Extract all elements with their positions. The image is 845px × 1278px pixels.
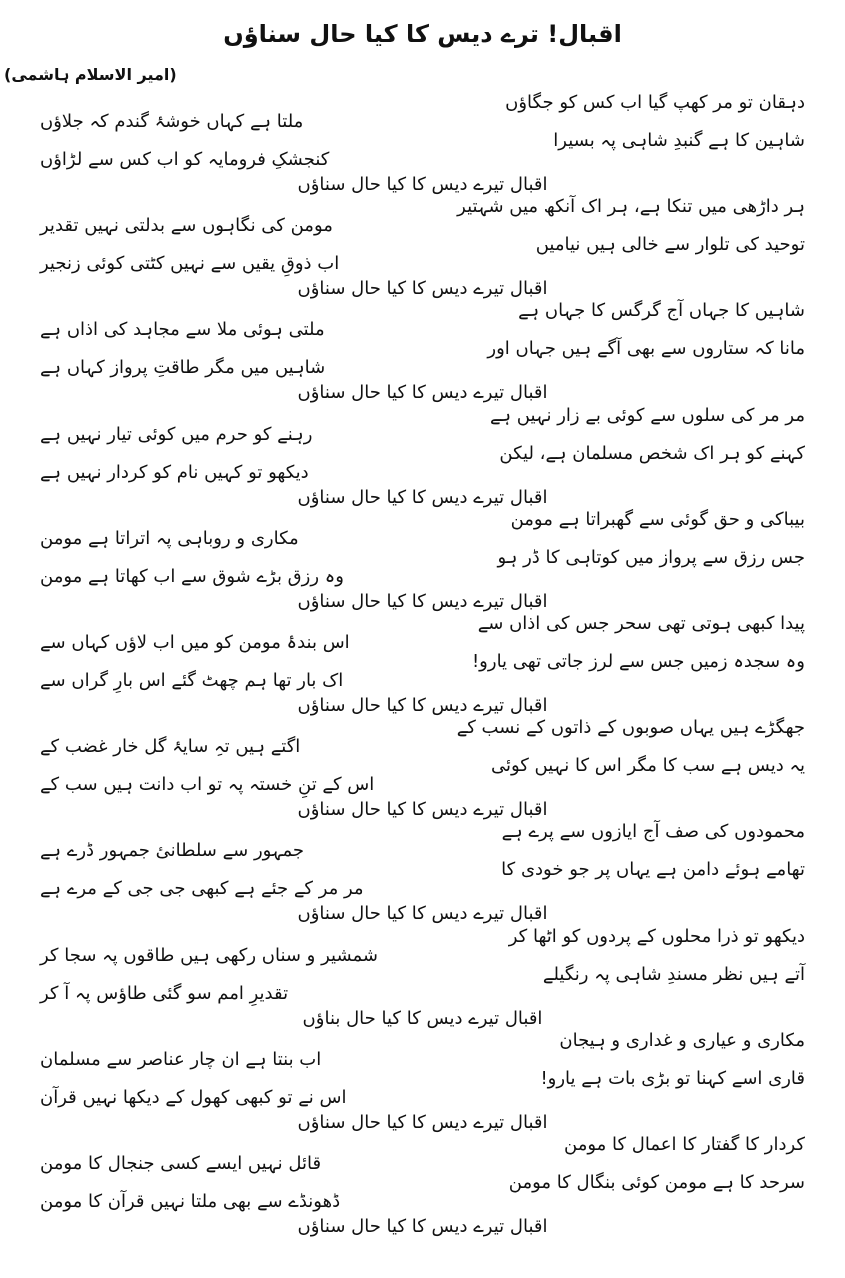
refrain-line: اقبال تیرے دیس کا کیا حال سناؤں [297, 903, 548, 925]
verse-line: جھگڑے ہیں یہاں صوبوں کے ذاتوں کے نسب کے [456, 717, 805, 739]
refrain-line: اقبال تیرے دیس کا کیا حال سناؤں [297, 695, 548, 716]
verse-line: ملتا ہے کہاں خوشۂ گندم کہ جلاؤں [40, 111, 304, 132]
verse-line: جمہور سے سلطانیٔ جمہور ڈرے ہے [40, 840, 305, 862]
verse-line: ہر داڑھی میں تنکا ہے، ہر اک آنکھ میں شہتیر [457, 196, 805, 218]
verse-line: یہ دیس ہے سب کا مگر اس کا نہیں کوئی [490, 755, 805, 777]
refrain-line: اقبال تیرے دیس کا کیا حال سناؤں [297, 486, 548, 508]
verse-line: مکاری و عیاری و غداری و ہیجان [559, 1029, 805, 1051]
verse-line: کہنے کو ہر اک شخص مسلمان ہے، لیکن [499, 442, 805, 464]
verse-line: اس نے تو کبھی کھول کے دیکھا نہیں قرآن [40, 1086, 347, 1108]
verse-line: تھامے ہوئے دامن ہے یہاں پر جو خودی کا [501, 859, 805, 881]
refrain-line: اقبال تیرے دیس کا کیا حال سناؤں [297, 278, 548, 300]
refrain-line: اقبال تیرے دیس کا کیا حال بناؤں [302, 1007, 543, 1029]
verse-line: تقدیرِ امم سو گئی طاؤس پہ آ کر [40, 982, 289, 1004]
verse-line: آتے ہیں نظر مسندِ شاہی پہ رنگیلے [542, 963, 805, 985]
verse-line: جس رزق سے پرواز میں کوتاہی کا ڈر ہو [497, 546, 805, 568]
refrain-line: اقبال تیرے دیس کا کیا حال سناؤں [297, 174, 548, 195]
refrain-line: اقبال تیرے دیس کا کیا حال سناؤں [297, 1216, 548, 1237]
verse-line: رہنے کو حرم میں کوئی تیار نہیں ہے [40, 423, 313, 445]
refrain-line: اقبال تیرے دیس کا کیا حال سناؤں [297, 799, 548, 821]
verse-line: مومن کی نگاہوں سے بدلتی نہیں تقدیر [40, 215, 333, 237]
verse-line: ملتی ہوئی ملا سے مجاہد کی اذاں ہے [40, 319, 325, 341]
verse-line: توحید کی تلوار سے خالی ہیں نیامیں [535, 234, 805, 256]
refrain-line: اقبال تیرے دیس کا کیا حال سناؤں [297, 1111, 548, 1133]
verse-line: اگتے ہیں تہِ سایۂ گل خار غضب کے [40, 736, 301, 758]
verse-line: شاہیں کا جہاں آج گرگس کا جہاں ہے [518, 300, 805, 322]
verse-line: اب ذوقِ یقیں سے نہیں کٹتی کوئی زنجیر [40, 253, 340, 275]
verse-line: دہقان تو مر کھپ گیا اب کس کو جگاؤں [505, 92, 805, 113]
verse-line: وہ رزق بڑے شوق سے اب کھاتا ہے مومن [40, 565, 344, 587]
verse-line: اس بندۂ مومن کو میں اب لاؤں کہاں سے [40, 632, 350, 653]
verse-line: وہ سجدہ زمیں جس سے لرز جاتی تھی یارو! [471, 651, 805, 672]
refrain-line: اقبال تیرے دیس کا کیا حال سناؤں [297, 590, 548, 612]
poem-author: (امیر الاسلام ہاشمی) [4, 65, 177, 84]
refrain-line: اقبال تیرے دیس کا کیا حال سناؤں [297, 382, 548, 404]
verse-line: مانا کہ ستاروں سے بھی آگے ہیں جہاں اور [487, 338, 805, 360]
verse-line: شاہین کا ہے گنبدِ شاہی پہ بسیرا [553, 130, 805, 151]
verse-line: دیکھو تو کہیں نام کو کردار نہیں ہے [40, 461, 309, 483]
verse-line: مر مر کی سلوں سے کوئی بے زار نہیں ہے [489, 404, 805, 426]
verse-line: قائل نہیں ایسے کسی جنجال کا مومن [40, 1153, 322, 1174]
verse-line: شاہیں میں مگر طاقتِ پرواز کہاں ہے [40, 357, 326, 379]
verse-line: محمودوں کی صف آج ایازوں سے پرے ہے [501, 821, 805, 843]
verse-line: قاری اسے کہنا تو بڑی بات ہے یارو! [540, 1067, 805, 1089]
verse-line: اب بنتا ہے ان چار عناصر سے مسلمان [40, 1048, 322, 1070]
verse-line: بیباکی و حق گوئی سے گھبراتا ہے مومن [510, 508, 805, 530]
verse-line: سرحد کا ہے مومن کوئی بنگال کا مومن [508, 1172, 805, 1193]
verse-line: دیکھو تو ذرا محلوں کے پردوں کو اٹھا کر [508, 925, 805, 947]
verse-line: مر مر کے جئے ہے کبھی جی جی کے مرے ہے [40, 878, 364, 900]
verse-line: ڈھونڈے سے بھی ملتا نہیں قرآن کا مومن [40, 1191, 341, 1212]
verse-line: پیدا کبھی ہوتی تھی سحر جس کی اذاں سے [477, 613, 805, 634]
verse-line: مکاری و روباہی پہ اتراتا ہے مومن [40, 527, 299, 549]
verse-line: اک بار تھا ہم چھٹ گئے اس بارِ گراں سے [40, 670, 344, 691]
verse-line: کنجشکِ فرومایہ کو اب کس سے لڑاؤں [40, 149, 330, 170]
verse-line: کردار کا گفتار کا اعمال کا مومن [564, 1134, 805, 1155]
verse-line: اس کے تنِ خستہ پہ تو اب دانت ہیں سب کے [40, 774, 375, 796]
verse-line: شمشیر و سناں رکھی ہیں طاقوں پہ سجا کر [40, 944, 379, 966]
poem-title: اقبال! ترے دیس کا کیا حال سناؤں [223, 20, 622, 48]
